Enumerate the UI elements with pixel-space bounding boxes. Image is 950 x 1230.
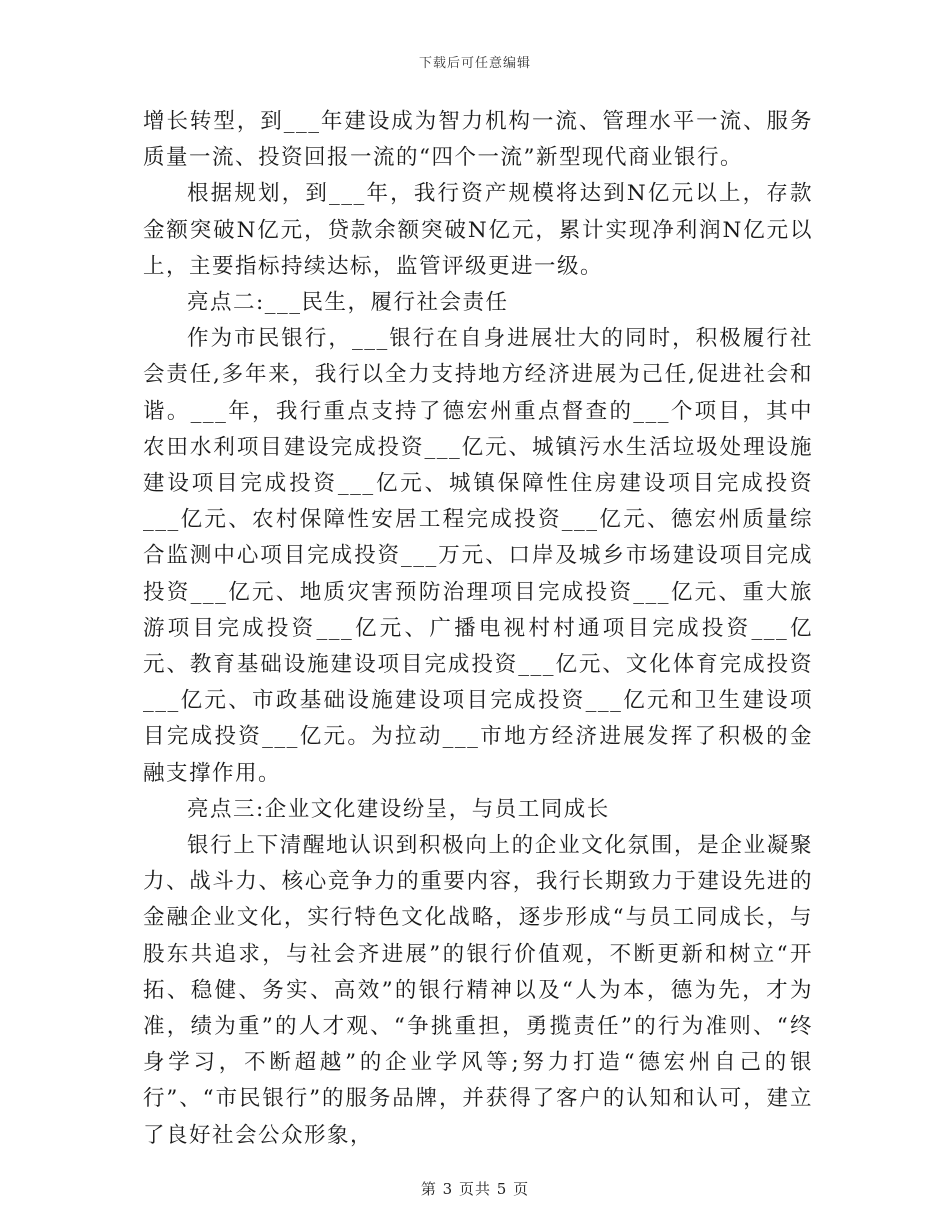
page-number-footer: 第 3 页共 5 页 <box>420 1180 530 1198</box>
paragraph-continuation: 增长转型，到___年建设成为智力机构一流、管理水平一流、服务质量一流、投资回报一流的“四个一流”新型现代商业银行。 <box>143 109 813 171</box>
paragraph-social-responsibility: 作为市民银行，___银行在自身进展壮大的同时，积极履行社会责任,多年来，我行以全力支持地方经济进展为己任,促进社会和谐。___年，我行重点支持了德宏州重点督查的___个项目，其中农田水利项目建设完成投资___亿元、城镇污水生活垃圾处理设施建设项目完成投资___亿元、城镇保障性住房建设项目完成投资___亿元、农村保障性安居工程完成投资___亿元、德宏州质量综合监测中心项目完成投资___万元、口岸及城乡市场建设项目完成投资___亿元、地质灾害预防治理项目完成投资___亿元、重大旅游项目完成投资___亿元、广播电视村村通项目完成投资___亿元、教育基础设施建设项目完成投资___亿元、文化体育完成投资___亿元、市政基础设施建设项目完成投资___亿元和卫生建设项目完成投资___亿元。为拉动___市地方经济进展发挥了积极的金融支撑作用。 <box>143 326 813 786</box>
section-heading-highlight-3: 亮点三:企业文化建设纷呈，与员工同成长 <box>187 796 610 822</box>
paragraph-plan: 根据规划，到___年，我行资产规模将达到N亿元以上，存款金额突破N亿元，贷款余额突破N亿元，累计实现净利润N亿元以上，主要指标持续达标，监管评级更进一级。 <box>143 181 813 279</box>
document-body <box>143 104 813 1164</box>
page-header: 下载后可任意编辑 <box>418 56 531 71</box>
section-heading-highlight-2: 亮点二:___民生，履行社会责任 <box>187 290 509 316</box>
paragraph-corporate-culture: 银行上下清醒地认识到积极向上的企业文化氛围，是企业凝聚力、战斗力、核心竞争力的重要内容，我行长期致力于建设先进的金融企业文化，实行特色文化战略，逐步形成“与员工同成长，与股东共追求，与社会齐进展”的银行价值观，不断更新和树立“开拓、稳健、务实、高效”的银行精神以及“人为本，德为先，才为准，绩为重”的人才观、“争挑重担，勇揽责任”的行为准则、“终身学习，不断超越”的企业学风等;努力打造“德宏州自己的银行”、“市民银行”的服务品牌，并获得了客户的认知和认可，建立了良好社会公众形象， <box>143 833 813 1148</box>
